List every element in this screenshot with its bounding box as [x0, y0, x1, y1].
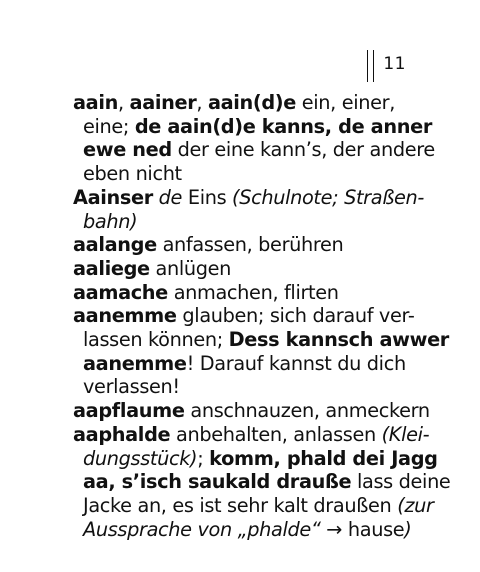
definition-text: eine; — [83, 114, 135, 138]
entry-first-line — [73, 422, 430, 447]
entry-continuation-line — [73, 114, 432, 139]
entry-first-line — [73, 91, 418, 115]
entry-continuation-line — [73, 446, 438, 471]
headword: aamache — [73, 280, 168, 304]
dictionary-entry — [73, 422, 451, 542]
definition-text: anmachen, flirten — [167, 280, 339, 304]
italic-note: (Klei- — [381, 422, 430, 446]
italic-note: Aussprache von „phalde“ — [83, 517, 327, 541]
definition-text: lassen können; — [83, 328, 229, 352]
definition-text: anbehalten, anlassen — [170, 422, 382, 446]
page-number: 11 — [383, 54, 406, 74]
italic-note: de — [158, 185, 183, 209]
italic-note: bahn) — [83, 209, 138, 233]
entry-first-line — [73, 257, 418, 281]
dictionary-entry — [73, 281, 418, 305]
entry-first-line — [73, 304, 418, 328]
dictionary-entry — [73, 399, 430, 423]
definition-text: Eins — [182, 185, 233, 209]
headword: aapflaume — [73, 399, 185, 423]
example-phrase: komm, phald dei Jagg — [209, 446, 438, 470]
dictionary-entry — [73, 185, 424, 233]
italic-note: (zur — [397, 493, 434, 517]
definition-text: , — [196, 91, 208, 114]
definition-text: anschnauzen, anmeckern — [184, 399, 430, 423]
definition-text: anlügen — [149, 256, 232, 280]
definition-text: ; — [197, 446, 210, 470]
example-phrase: aanemme — [83, 351, 187, 375]
entry-continuation-line — [73, 328, 449, 352]
entry-continuation-line — [73, 138, 435, 162]
headword: aanemme — [73, 304, 177, 328]
entry-continuation-line — [73, 210, 418, 234]
entry-continuation-line — [73, 493, 434, 518]
definition-text: ein, einer, — [296, 91, 395, 114]
definition-text: glauben; sich darauf ver- — [176, 304, 415, 328]
definition-text: Jacke an, es ist sehr kalt draußen — [83, 493, 398, 517]
definition-text: anfassen, berühren — [156, 233, 344, 257]
headword: aain — [73, 91, 118, 114]
definition-text: ! Darauf kannst du dich — [186, 351, 406, 375]
example-phrase: aa, s’isch saukald drauße — [83, 470, 352, 494]
definition-text: der eine kann’s, der andere — [171, 138, 435, 162]
dictionary-entry — [73, 257, 418, 281]
headword: aalange — [73, 233, 157, 257]
headword: aainer — [129, 91, 197, 114]
dictionary-entries — [73, 91, 451, 541]
italic-note: ) — [404, 517, 412, 541]
entry-continuation-line — [73, 470, 451, 494]
definition-text: , — [117, 91, 130, 114]
definition-text: verlassen! — [83, 375, 180, 399]
headword: aaphalde — [73, 422, 171, 446]
entry-continuation-line — [73, 352, 418, 376]
headword: aaliege — [73, 256, 150, 280]
italic-note: dungsstück) — [83, 446, 198, 470]
headword: Aainser — [73, 185, 153, 209]
italic-note: (Schulnote; Straßen- — [232, 185, 424, 209]
entry-first-line — [73, 399, 430, 423]
entry-first-line — [73, 281, 418, 305]
entry-continuation-line — [73, 162, 418, 186]
example-phrase: Dess kannsch awwer — [228, 328, 449, 352]
dictionary-entry — [73, 91, 435, 186]
page-header — [367, 50, 406, 78]
entry-first-line — [73, 185, 424, 210]
dictionary-entry — [73, 304, 449, 399]
entry-continuation-line — [73, 375, 418, 399]
definition-text: eben nicht — [83, 162, 182, 186]
dictionary-entry — [73, 233, 418, 257]
page-divider-bars — [367, 50, 374, 82]
definition-text: lass deine — [351, 470, 451, 494]
definition-text: → hause — [326, 517, 405, 541]
headword: aain(d)e — [207, 91, 296, 114]
entry-first-line — [73, 233, 418, 257]
entry-continuation-line — [73, 518, 418, 542]
example-phrase: ewe ned — [83, 138, 172, 162]
example-phrase: de aain(d)e kanns, de anner — [134, 114, 432, 138]
